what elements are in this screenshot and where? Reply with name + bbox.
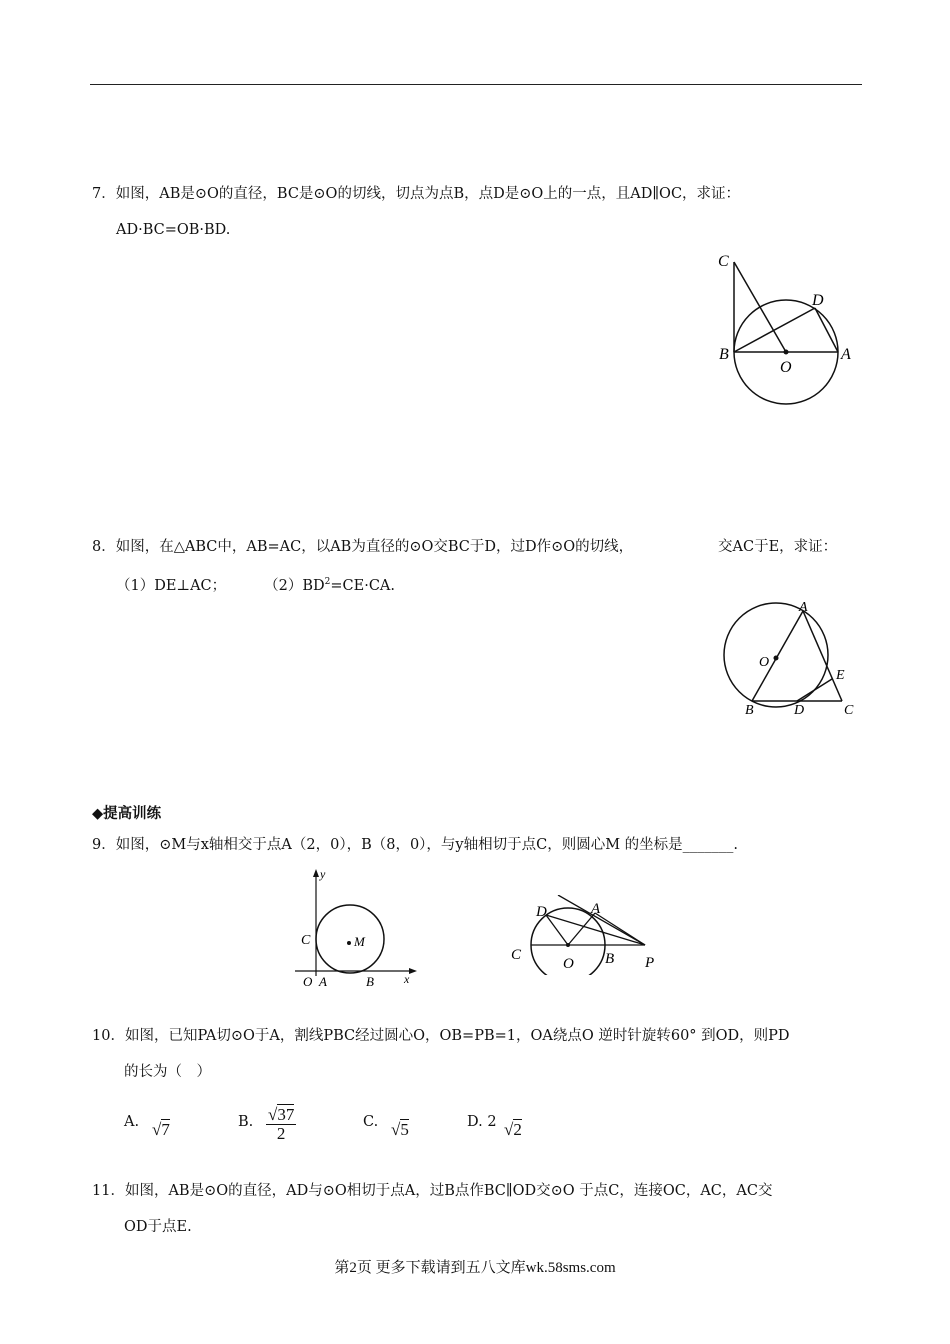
q8-part2-sup: 2 <box>324 577 331 587</box>
q8-part2-suffix: =CE·CA. <box>330 577 396 594</box>
q7-label-C: C <box>718 253 729 270</box>
q10-option-b-value: √37 2 <box>268 1105 295 1143</box>
q10-option-a-radicand: 7 <box>161 1120 170 1139</box>
q10-option-d-label: D. 2 <box>467 1114 497 1130</box>
q7-line1: 7．如图，AB是⊙O的直径，BC是⊙O的切线，切点为点B，点D是⊙O上的一点，且AD∥OC，求证： <box>92 186 741 202</box>
page-footer: 第2页 更多下载请到五八文库wk.58sms.com <box>334 1260 616 1276</box>
q9-figure <box>290 866 420 991</box>
q8-line2 <box>116 572 395 596</box>
q10-option-d-radicand: 2 <box>513 1120 522 1139</box>
q8-part2-prefix: （2）BD <box>264 577 325 594</box>
q8-figure <box>715 595 865 720</box>
q7-figure <box>710 248 860 413</box>
q10-option-a-value: √7 <box>152 1120 170 1139</box>
q7-line2: AD·BC=OB·BD. <box>116 222 231 238</box>
q10-label-C: C <box>511 947 522 963</box>
q8-label-C: C <box>844 703 854 718</box>
q10-figure <box>508 895 668 975</box>
q10-option-c-value: √5 <box>391 1120 409 1139</box>
q10-label-O: O <box>563 956 574 972</box>
q9-label-B: B <box>366 974 374 989</box>
q8-label-E: E <box>836 668 845 683</box>
q8-label-D: D <box>794 703 805 718</box>
q8-line1a: 8．如图，在△ABC中，AB=AC，以AB为直径的⊙O交BC于D，过D作⊙O的切线， <box>92 539 634 555</box>
q9-circle <box>316 905 384 973</box>
q7-label-O: O <box>780 359 792 376</box>
q8-part1: （1）DE⊥AC； <box>116 577 227 594</box>
q10-option-b-numerator: 37 <box>277 1105 295 1124</box>
q10-label-D: D <box>536 904 547 920</box>
q8-label-A: A <box>799 600 808 615</box>
q10-option-b-denominator: 2 <box>276 1124 286 1143</box>
q10-label-P: P <box>645 955 655 971</box>
q10-option-b-label: B. <box>238 1114 254 1130</box>
q8-label-O: O <box>759 655 770 670</box>
q9-label-O: O <box>303 974 313 989</box>
q10-label-A: A <box>591 901 601 917</box>
q10-line2: 的长为（ ） <box>124 1064 211 1080</box>
q7-label-A: A <box>841 346 851 363</box>
q11-line2: OD于点E. <box>124 1219 192 1235</box>
q8-line1b: 交AC于E，求证： <box>718 539 838 555</box>
q10-line1: 10．如图，已知PA切⊙O于A，割线PBC经过圆心O，OB=PB=1，OA绕点O 逆时针旋转60° 到OD，则PD <box>92 1028 790 1044</box>
q11-line1: 11．如图，AB是⊙O的直径，AD与⊙O相切于点A，过B点作BC∥OD交⊙O 于点C，连接OC，AC，AC交 <box>92 1183 773 1199</box>
q9-label-A: A <box>319 974 327 989</box>
q9-label-x: x <box>404 972 410 986</box>
q7-label-D: D <box>812 292 824 309</box>
q9-label-M: M <box>354 934 365 949</box>
q10-option-c-label: C. <box>363 1114 379 1130</box>
q9-label-C: C <box>301 933 311 948</box>
q10-option-a-label: A. <box>124 1114 140 1130</box>
section-title: ◆提高训练 <box>92 806 162 822</box>
q9-line1: 9．如图，⊙M与x轴相交于点A（2，0），B（8，0），与y轴相切于点C，则圆心M 的坐标是_______. <box>92 837 739 853</box>
q8-label-B: B <box>745 703 754 718</box>
q10-option-d-value: √2 <box>504 1120 522 1139</box>
q7-label-B: B <box>719 346 729 363</box>
q10-label-B: B <box>605 951 615 967</box>
top-rule <box>90 84 862 85</box>
q9-label-y: y <box>320 867 326 881</box>
q10-option-c-radicand: 5 <box>400 1120 409 1139</box>
